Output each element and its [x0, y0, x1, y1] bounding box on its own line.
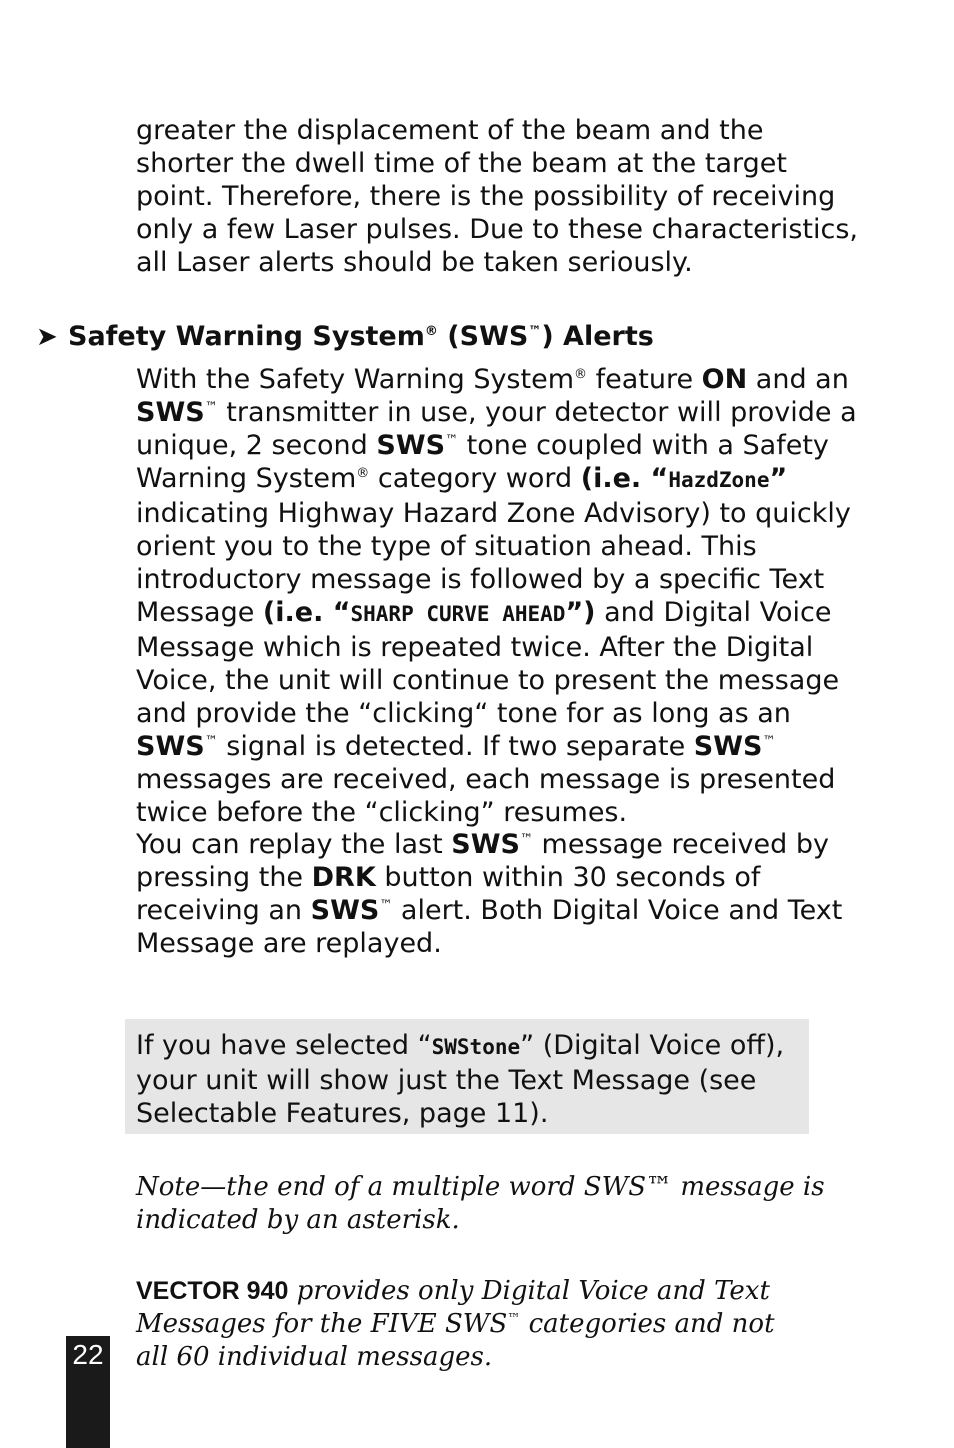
- trademark-mark: ™: [507, 1311, 521, 1327]
- sws-keyword: SWS: [310, 895, 380, 926]
- sws-description-paragraph: [136, 363, 866, 829]
- vector-940-brand: VECTOR 940: [136, 1277, 289, 1305]
- section-heading: [36, 320, 654, 354]
- text-run: transmitter in use, your detector will provide a unique, 2 second: [136, 397, 857, 461]
- arrow-bullet-icon: ➤: [36, 322, 58, 352]
- trademark-mark: ™: [445, 433, 459, 448]
- heading-part: (SWS: [437, 321, 529, 352]
- lcd-text-hazdzone: HazdZone: [668, 468, 770, 492]
- on-keyword: ON: [701, 364, 748, 395]
- page-number: 22: [72, 1339, 104, 1370]
- sws-keyword: SWS: [693, 731, 763, 762]
- page-number-tab: [66, 1336, 110, 1448]
- vector-note: [136, 1275, 796, 1374]
- text-run: category word: [369, 463, 581, 494]
- lcd-text-swstone: SWStone: [431, 1035, 521, 1059]
- text-run: tone coupled with a Safety Warning System: [136, 430, 829, 494]
- sws-keyword: SWS: [136, 397, 205, 428]
- text-run: categories and not all 60 individual messages.: [136, 1309, 775, 1372]
- example-close: ”: [769, 463, 788, 494]
- text-run: provides only Digital Voice and Text Messages for the FIVE SWS: [136, 1276, 770, 1339]
- text-run: ” (Digital Voice off), your unit will show just the Text Message (see Selectable Features, page 11).: [136, 1030, 785, 1129]
- text-run: With the Safety Warning System: [136, 364, 574, 395]
- example-open: (i.e. “: [262, 597, 351, 628]
- example-close: ”): [565, 597, 596, 628]
- registered-mark: ®: [574, 367, 587, 382]
- text-run: feature: [587, 364, 702, 395]
- text-run: alert. Both Digital Voice and Text Message are replayed.: [136, 895, 843, 959]
- trademark-mark: ™: [204, 734, 218, 749]
- sws-keyword: SWS: [136, 731, 205, 762]
- intro-paragraph: greater the displacement of the beam and the shorter the dwell time of the beam at the target point. Therefore, there is the possibility of receiving only a few Laser pulses. Due to these characteristics, all Laser alerts should be taken seriously.: [136, 115, 859, 278]
- text-run: message received by pressing the: [136, 829, 829, 893]
- trademark-mark: ™: [528, 324, 542, 339]
- heading-part: ) Alerts: [541, 321, 654, 352]
- text-run: indicating Highway Hazard Zone Advisory) to quickly orient you to the type of situation ahead. This introductory message is followed by a specific Text Message: [136, 498, 851, 628]
- trademark-mark: ™: [379, 898, 393, 913]
- registered-mark: ®: [424, 324, 438, 339]
- sws-keyword: SWS: [451, 829, 520, 860]
- example-open: (i.e. “: [580, 463, 669, 494]
- heading-part: Safety Warning System: [68, 321, 425, 352]
- drk-keyword: DRK: [311, 862, 376, 893]
- lcd-text-sharp-curve: SHARP CURVE AHEAD: [350, 602, 566, 626]
- text-run: If you have selected “: [136, 1030, 432, 1061]
- text-run: and Digital Voice Message which is repeated twice. After the Digital Voice, the unit will continue to present the message and provide the “clicking“ tone for as long as an: [136, 597, 840, 729]
- replay-paragraph: [136, 828, 866, 960]
- text-run: messages are received, each message is presented twice before the “clicking” resumes.: [136, 764, 836, 828]
- callout-text: [136, 1029, 808, 1130]
- registered-mark: ®: [356, 466, 370, 481]
- trademark-mark: ™: [762, 734, 776, 749]
- callout-box: [125, 1019, 809, 1134]
- asterisk-note: Note—the end of a multiple word SWS™ message is indicated by an asterisk.: [136, 1172, 825, 1235]
- trademark-mark: ™: [519, 832, 533, 847]
- sws-keyword: SWS: [376, 430, 446, 461]
- text-run: and an: [747, 364, 849, 395]
- text-run: button within 30 seconds of receiving an: [136, 862, 761, 926]
- trademark-mark: ™: [204, 400, 218, 415]
- text-run: You can replay the last: [136, 829, 452, 860]
- text-run: signal is detected. If two separate: [217, 731, 694, 762]
